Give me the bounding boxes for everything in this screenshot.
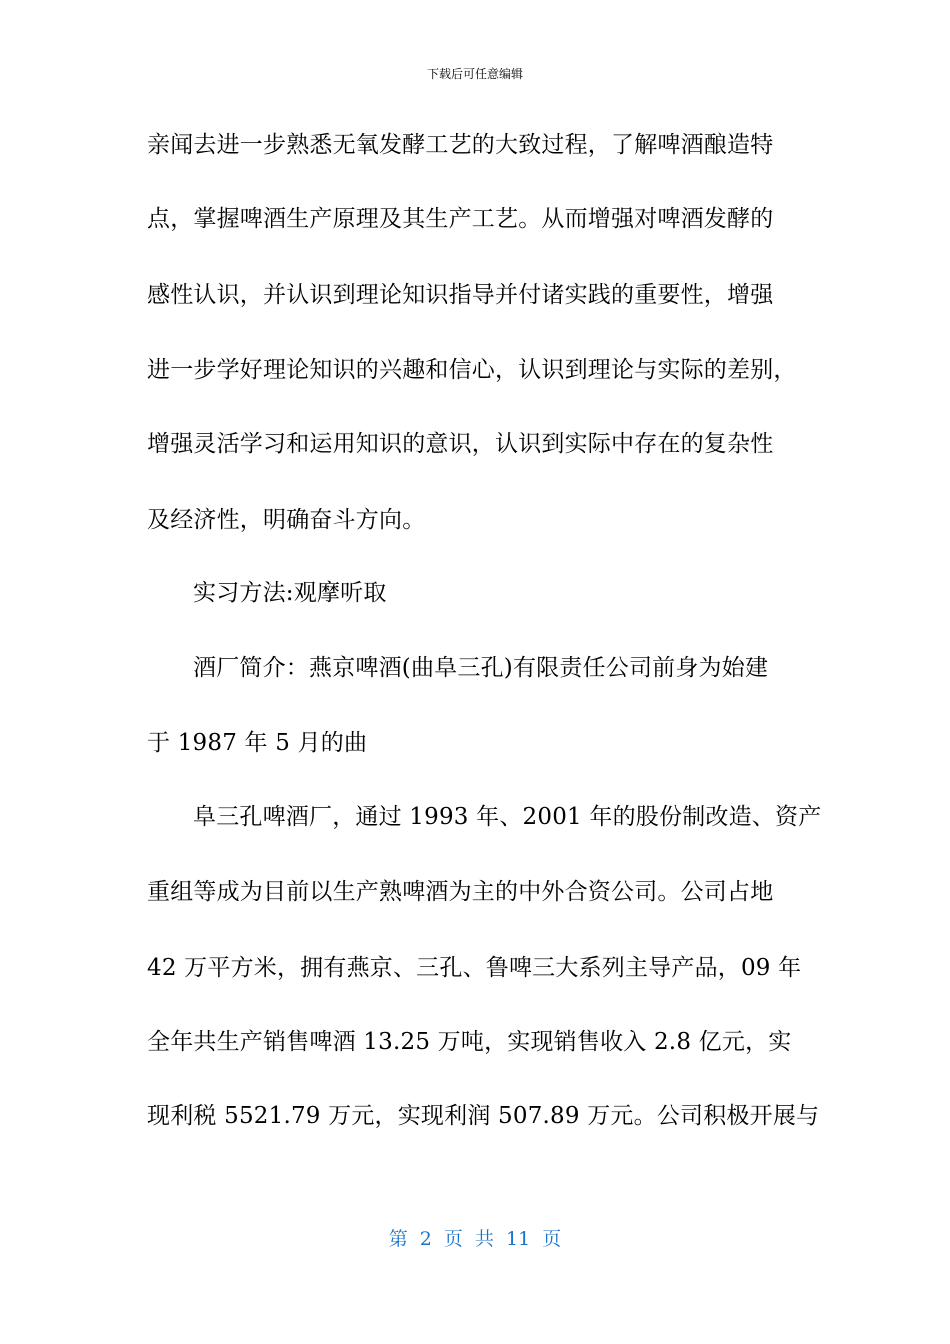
page-number-footer: 第 2 页 共 11 页	[388, 1228, 562, 1250]
body-text-line: 及经济性，明确奋斗方向。	[147, 507, 426, 533]
body-text-line: 酒厂简介：燕京啤酒(曲阜三孔)有限责任公司前身为始建	[193, 655, 769, 681]
body-text-line: 于 1987 年 5 月的曲	[147, 730, 368, 756]
body-text-line: 点，掌握啤酒生产原理及其生产工艺。从而增强对啤酒发酵的	[147, 206, 774, 232]
body-text-line: 感性认识，并认识到理论知识指导并付诸实践的重要性，增强	[147, 282, 774, 308]
body-text-line: 亲闻去进一步熟悉无氧发酵工艺的大致过程，了解啤酒酿造特	[147, 132, 774, 158]
body-text-line: 实习方法:观摩听取	[193, 580, 387, 606]
body-text-line: 现利税 5521.79 万元，实现利润 507.89 万元。公司积极开展与	[147, 1103, 820, 1129]
body-text-line: 增强灵活学习和运用知识的意识，认识到实际中存在的复杂性	[147, 431, 774, 457]
body-text-line: 重组等成为目前以生产熟啤酒为主的中外合资公司。公司占地	[147, 879, 774, 905]
body-text-line: 阜三孔啤酒厂，通过 1993 年、2001 年的股份制改造、资产	[193, 804, 822, 830]
page-header: 下载后可任意编辑	[426, 67, 523, 81]
body-text-line: 全年共生产销售啤酒 13.25 万吨，实现销售收入 2.8 亿元，实	[147, 1029, 792, 1055]
body-text-line: 42 万平方米，拥有燕京、三孔、鲁啤三大系列主导产品，09 年	[147, 955, 802, 981]
body-text-line: 进一步学好理论知识的兴趣和信心，认识到理论与实际的差别，	[147, 357, 797, 383]
